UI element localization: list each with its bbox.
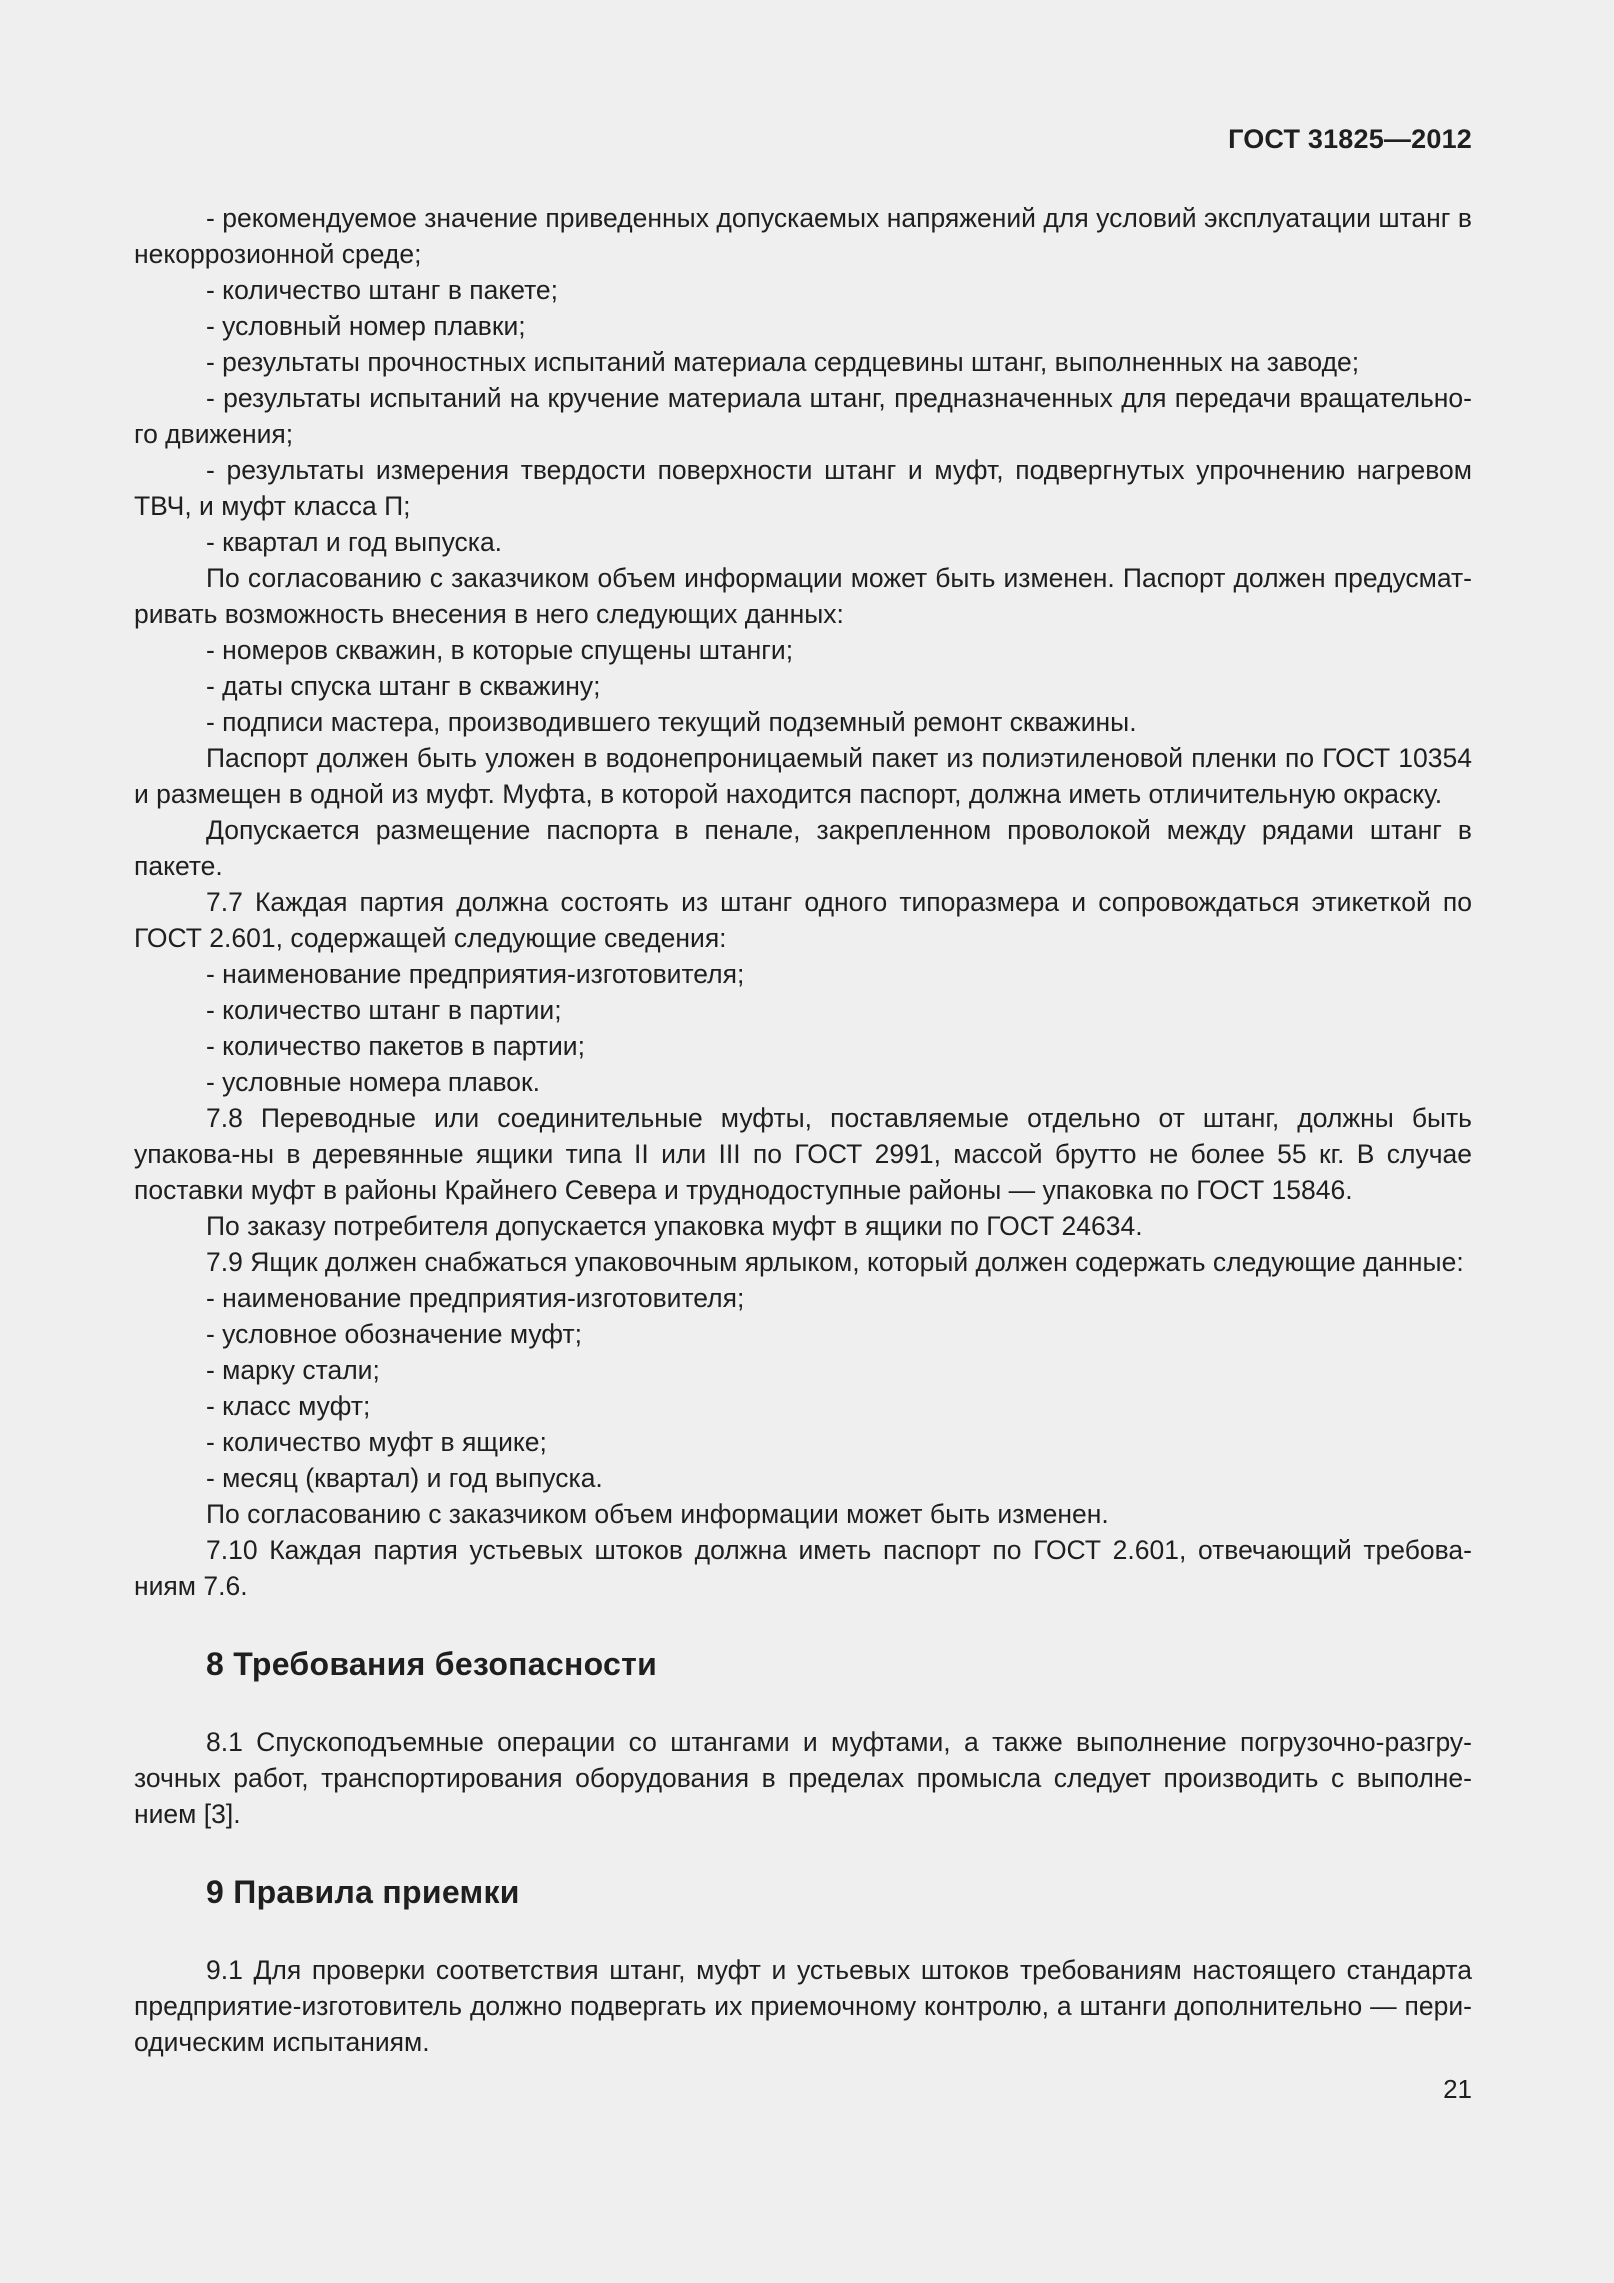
list-item: - результаты прочностных испытаний материала сердцевины штанг, выполненных на заводе; [206,347,1360,377]
list-item: - условные номера плавок. [206,1067,540,1097]
list-item: - месяц (квартал) и год выпуска. [206,1463,603,1493]
paragraph: - результаты измерения твердости поверхности штанг и муфт, подвергнутых упрочнению нагревом ТВЧ, и муфт класса П; [134,455,1472,521]
paragraph: По согласованию с заказчиком объем информации может быть изменен. [206,1499,1109,1529]
page-number: 21 [1443,2074,1472,2104]
list-item: - номеров скважин, в которые спущены штанги; [206,635,794,665]
clause-7-8: 7.8 Переводные или соединительные муфты, поставляемые отдельно от штанг, должны быть упакова-ны в деревянные ящики типа II или III по ГОСТ 2991, массой брутто не более 55 кг. В случае поставки муфт в районы Крайнего Севера и труднодоступные районы — упаковка по ГОСТ 15846. [134,1103,1472,1205]
list-item: - количество пакетов в партии; [206,1031,585,1061]
list-item: - квартал и год выпуска. [206,527,503,557]
section-8-heading: 8 Требования безопасности [206,1646,658,1682]
section-9-heading: 9 Правила приемки [206,1874,520,1910]
list-item: - количество муфт в ящике; [206,1427,547,1457]
clause-7-7: 7.7 Каждая партия должна состоять из штанг одного типоразмера и сопровождаться этикеткой по ГОСТ 2.601, содержащей следующие сведения: [134,887,1472,953]
list-item: - класс муфт; [206,1391,371,1421]
paragraph: - результаты испытаний на кручение материала штанг, предназначенных для передачи вращательно-го движения; [134,383,1472,449]
clause-7-10: 7.10 Каждая партия устьевых штоков должна иметь паспорт по ГОСТ 2.601, отвечающий требова-ниям 7.6. [134,1535,1472,1601]
clause-8-1: 8.1 Спускоподъемные операции со штангами и муфтами, а также выполнение погрузочно-разгру-зочных работ, транспортирования оборудования в пределах промысла следует производить с выполне-нием [3]. [134,1727,1472,1829]
paragraph: По заказу потребителя допускается упаковка муфт в ящики по ГОСТ 24634. [206,1211,1143,1241]
page-body [134,200,1472,2060]
list-item: - количество штанг в партии; [206,995,562,1025]
list-item: - наименование предприятия-изготовителя; [206,1283,745,1313]
paragraph: - рекомендуемое значение приведенных допускаемых напряжений для условий эксплуатации штанг в некоррозионной среде; [134,203,1472,269]
list-item: - наименование предприятия-изготовителя; [206,959,745,989]
document-id-header: ГОСТ 31825—2012 [1228,124,1472,154]
list-item: - даты спуска штанг в скважину; [206,671,601,701]
paragraph: Допускается размещение паспорта в пенале, закрепленном проволокой между рядами штанг в пакете. [134,815,1472,881]
list-item: - подписи мастера, производившего текущий подземный ремонт скважины. [206,707,1137,737]
list-item: - условное обозначение муфт; [206,1319,583,1349]
clause-7-9: 7.9 Ящик должен снабжаться упаковочным ярлыком, который должен содержать следующие данные: [206,1247,1464,1277]
list-item: - марку стали; [206,1355,380,1385]
clause-9-1: 9.1 Для проверки соответствия штанг, муфт и устьевых штоков требованиям настоящего стандарта предприятие-изготовитель должно подвергать их приемочному контролю, а штанги дополнительно — пери-одическим испытаниям. [134,1955,1472,2057]
paragraph: Паспорт должен быть уложен в водонепроницаемый пакет из полиэтиленовой пленки по ГОСТ 10354 и размещен в одной из муфт. Муфта, в которой находится паспорт, должна иметь отличительную окраску. [134,743,1472,809]
list-item: - количество штанг в пакете; [206,275,559,305]
list-item: - условный номер плавки; [206,311,526,341]
paragraph: По согласованию с заказчиком объем информации может быть изменен. Паспорт должен предусмат-ривать возможность внесения в него следующих данных: [134,563,1472,629]
